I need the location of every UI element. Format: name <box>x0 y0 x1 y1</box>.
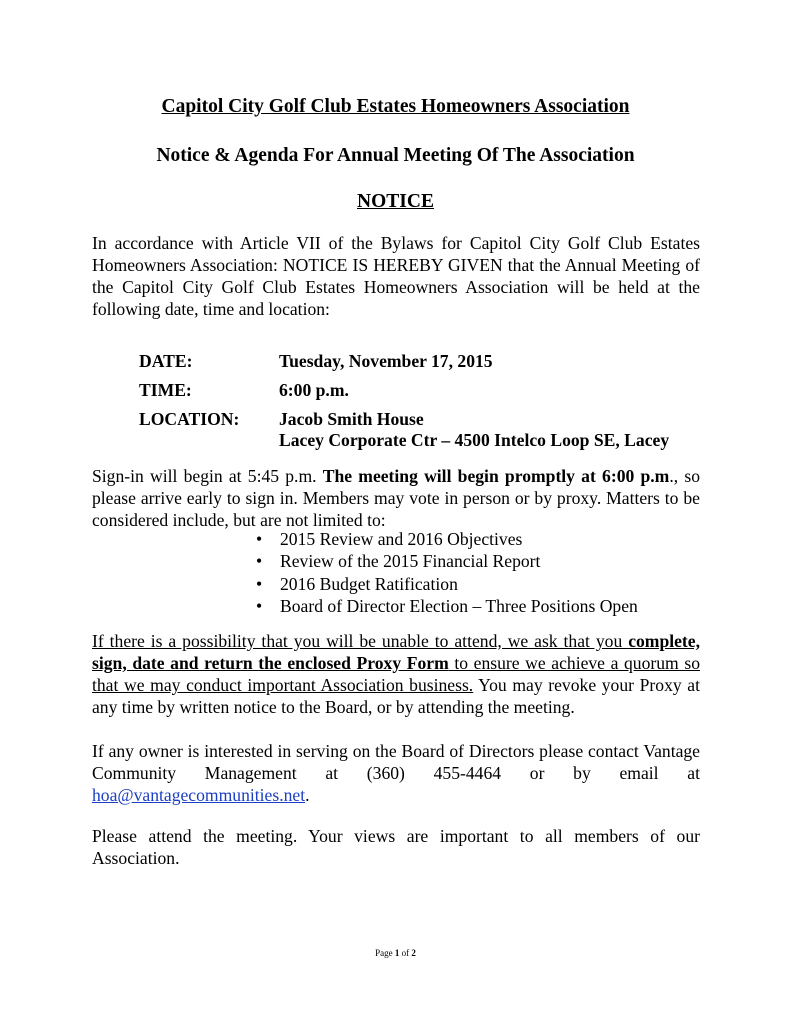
proxy-bold-text: complete, sign, date and return the enclosed Proxy Form <box>92 631 700 673</box>
location-line-1: Jacob Smith House <box>279 409 424 429</box>
signin-text-2: ., so please arrive early to sign in. Members may vote in person or by proxy. Matters to be considered include, but are not limited to: <box>92 466 700 530</box>
signin-bold-text: The meeting will begin promptly at 6:00 p.m <box>322 466 670 486</box>
agenda-item: • Review of the 2015 Financial Report <box>256 550 638 572</box>
time-value: 6:00 p.m. <box>279 380 349 400</box>
board-paragraph <box>92 740 700 806</box>
closing-paragraph: Please attend the meeting. Your views are important to all members of our Association. <box>92 826 700 868</box>
proxy-text-1: If there is a possibility that you will be unable to attend, we ask that you <box>92 631 629 651</box>
page-prefix: Page <box>375 948 395 958</box>
board-text: If any owner is interested in serving on the Board of Directors please contact Vantage Community Management at (360) 455-4464 or by email at <box>92 741 700 783</box>
location-label: LOCATION: <box>139 409 240 429</box>
time-label: TIME: <box>139 380 192 400</box>
date-value: Tuesday, November 17, 2015 <box>279 351 493 371</box>
page-current: 1 <box>394 948 400 958</box>
document-subtitle: Notice & Agenda For Annual Meeting Of The Association <box>156 145 635 166</box>
agenda-item: • Board of Director Election – Three Positions Open <box>256 595 638 617</box>
agenda-item: • 2015 Review and 2016 Objectives <box>256 528 638 550</box>
location-line-2: Lacey Corporate Ctr – 4500 Intelco Loop SE, Lacey <box>279 430 670 450</box>
board-text-end: . <box>305 785 310 805</box>
email-link[interactable]: hoa@vantagecommunities.net <box>92 785 306 805</box>
date-label: DATE: <box>139 351 193 371</box>
notice-heading: NOTICE <box>357 191 434 212</box>
agenda-list <box>256 528 638 618</box>
proxy-text-3: You may revoke your Proxy at any time by written notice to the Board, or by attending the meeting. <box>92 675 701 717</box>
page-number <box>0 947 791 959</box>
association-title: Capitol City Golf Club Estates Homeowners Association <box>161 96 630 117</box>
proxy-text-2: to ensure we achieve a quorum so that we may conduct important Association business. <box>92 653 700 695</box>
intro-paragraph: In accordance with Article VII of the Bylaws for Capitol City Golf Club Estates Homeowners Association: NOTICE IS HEREBY GIVEN that the Annual Meeting of the Capitol City Golf Club Estates Homeowners Association will be held at the following date, time and location: <box>92 233 700 319</box>
page-total: 2 <box>411 948 416 958</box>
signin-text-1: Sign-in will begin at 5:45 p.m. <box>92 466 323 486</box>
agenda-item: • 2016 Budget Ratification <box>256 573 638 595</box>
page-mid: of <box>399 948 412 958</box>
signin-paragraph <box>92 465 700 531</box>
proxy-paragraph <box>92 630 700 718</box>
